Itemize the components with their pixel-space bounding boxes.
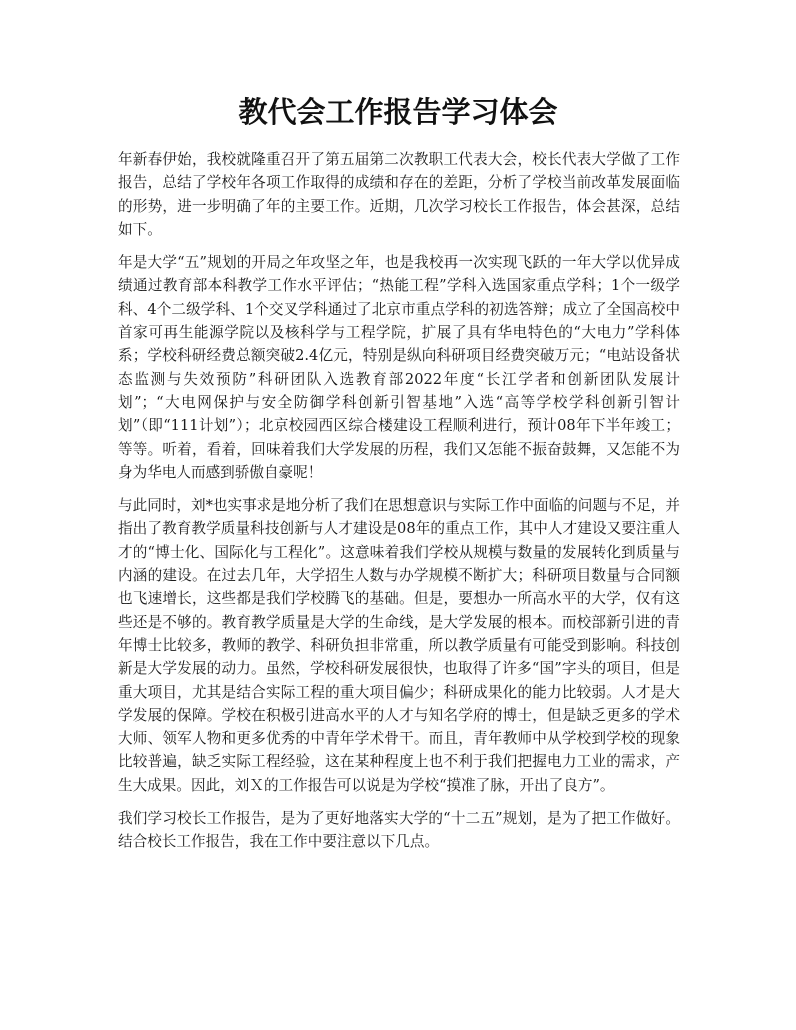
document-title: 教代会工作报告学习体会 xyxy=(238,95,558,129)
paragraph: 年新春伊始，我校就隆重召开了第五届第二次教职工代表大会，校长代表大学做了工作报告，总结了学校年各项工作取得的成绩和存在的差距，分析了学校当前改革发展面临的形势，进一步明确了年的主要工作。近期，几次学习校长工作报告，体会甚深，总结如下。 xyxy=(118,151,680,238)
paragraph: 与此同时，刘*也实事求是地分析了我们在思想意识与实际工作中面临的问题与不足，并指出了教育教学质量科技创新与人才建设是08年的重点工作，其中人才建设又要注重人才的“博士化、国际化与工程化”。这意味着我们学校从规模与数量的发展转化到质量与内涵的建设。在过去几年，大学招生人数与办学规模不断扩大；科研项目数量与合同额也飞速增长，这些都是我们学校腾飞的基础。但是，要想办一所高水平的大学，仅有这些还是不够的。教育教学质量是大学的生命线，是大学发展的根本。而校部新引进的青年博士比较多，教师的教学、科研负担非常重，所以教学质量有可能受到影响。科技创新是大学发展的动力。虽然，学校科研发展很快，也取得了许多“国”字头的项目，但是重大项目，尤其是结合实际工程的重大项目偏少；科研成果化的能力比较弱。人才是大学发展的保障。学校在积极引进高水平的人才与知名学府的博士，但是缺乏更多的学术大师、领军人物和更多优秀的中青年学术骨干。而且，青年教师中从学校到学校的现象比较普遍，缺乏实际工程经验，这在某种程度上也不利于我们把握电力工业的需求，产生大成果。因此，刘Ｘ的工作报告可以说是为学校“摸准了脉，开出了良方”。 xyxy=(118,497,680,794)
paragraph: 年是大学“五”规划的开局之年攻坚之年，也是我校再一次实现飞跃的一年大学以优异成绩通过教育部本科教学工作水平评估；“热能工程”学科入选国家重点学科；1个一级学科、4个二级学科、1个交叉学科通过了北京市重点学科的初选答辩；成立了全国高校中首家可再生能源学院以及核科学与工程学院，扩展了具有华电特色的“大电力”学科体系；学校科研经费总额突破2.4亿元，特别是纵向科研项目经费突破万元；“电站设备状态监测与失效预防”科研团队入选教育部2022年度“长江学者和创新团队发展计划”；“大电网保护与安全防御学科创新引智基地”入选“高等学校学科创新引智计划”（即“111计划”）；北京校园西区综合楼建设工程顺利进行，预计08年下半年竣工；等等。听着，看着，回味着我们大学发展的历程，我们又怎能不振奋鼓舞，又怎能不为身为华电人而感到骄傲自豪呢！ xyxy=(118,254,680,481)
document-body xyxy=(118,148,680,864)
paragraph: 我们学习校长工作报告，是为了更好地落实大学的“十二五”规划，是为了把工作做好。结合校长工作报告，我在工作中要注意以下几点。 xyxy=(118,810,680,851)
